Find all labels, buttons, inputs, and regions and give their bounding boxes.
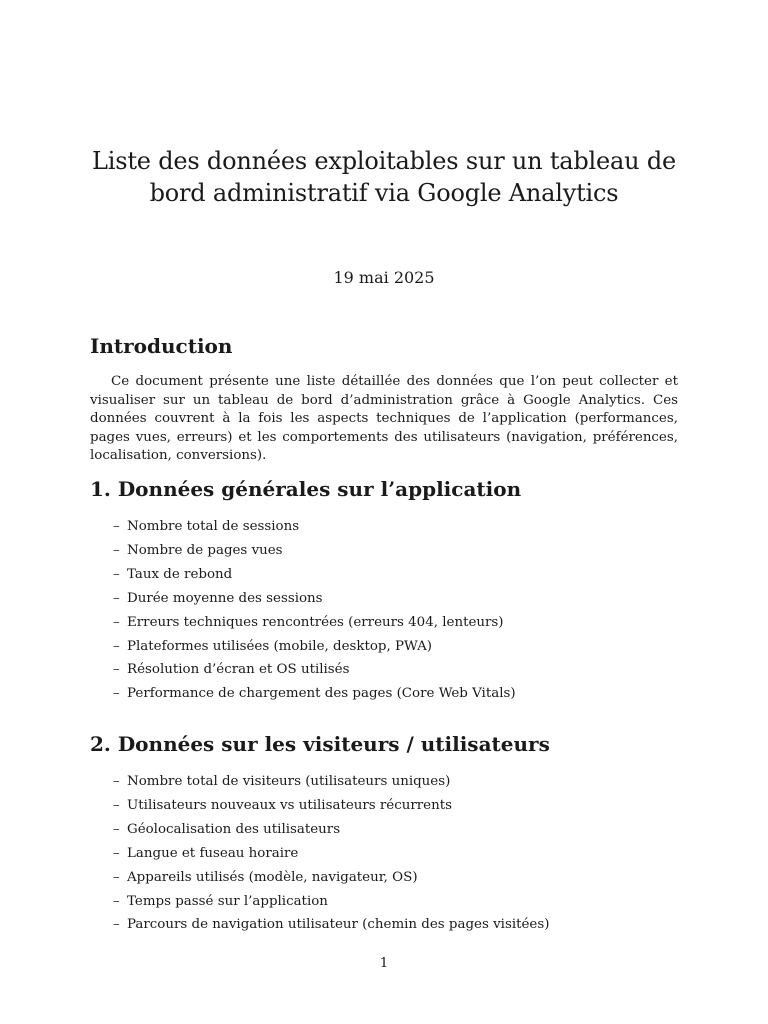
list-item xyxy=(113,658,673,682)
list-item-text: Utilisateurs nouveaux vs utilisateurs récurrents xyxy=(127,797,452,813)
dash-bullet: – xyxy=(113,566,120,582)
section-2-list xyxy=(113,770,673,937)
list-item xyxy=(113,563,673,587)
dash-bullet: – xyxy=(113,590,120,606)
list-item xyxy=(113,913,673,937)
page-number: 1 xyxy=(379,956,389,971)
section-1-list xyxy=(113,515,673,706)
list-item-text: Erreurs techniques rencontrées (erreurs 404, lenteurs) xyxy=(127,614,504,630)
list-item xyxy=(113,682,673,706)
list-item xyxy=(113,866,673,890)
section-1-heading: 1. Données générales sur l’application xyxy=(90,477,522,501)
dash-bullet: – xyxy=(113,519,120,534)
list-item-text: Langue et fuseau horaire xyxy=(127,845,299,861)
dash-bullet: – xyxy=(113,774,120,789)
dash-bullet: – xyxy=(113,542,120,558)
list-item xyxy=(113,611,673,635)
dash-bullet: – xyxy=(113,797,120,813)
list-item xyxy=(113,890,673,914)
list-item-text: Taux de rebond xyxy=(127,566,233,582)
list-item xyxy=(113,842,673,866)
dash-bullet: – xyxy=(113,893,120,909)
dash-bullet: – xyxy=(113,614,120,630)
list-item xyxy=(113,587,673,611)
list-item-text: Géolocalisation des utilisateurs xyxy=(127,821,341,837)
dash-bullet: – xyxy=(113,869,120,885)
list-item-text: Plateformes utilisées (mobile, desktop, PWA) xyxy=(127,638,433,654)
dash-bullet: – xyxy=(113,686,120,702)
dash-bullet: – xyxy=(113,845,120,861)
introduction-heading: Introduction xyxy=(90,334,233,358)
list-item xyxy=(113,515,673,539)
list-item-text: Parcours de navigation utilisateur (chemin des pages visitées) xyxy=(127,917,550,933)
dash-bullet: – xyxy=(113,917,120,933)
dash-bullet: – xyxy=(113,638,120,654)
list-item-text: Appareils utilisés (modèle, navigateur, OS) xyxy=(127,869,418,885)
list-item xyxy=(113,818,673,842)
section-2-heading: 2. Données sur les visiteurs / utilisateurs xyxy=(90,732,550,756)
list-item-text: Nombre total de sessions xyxy=(127,519,300,534)
list-item-text: Durée moyenne des sessions xyxy=(127,590,323,606)
list-item xyxy=(113,539,673,563)
list-item-text: Performance de chargement des pages (Core Web Vitals) xyxy=(127,686,516,702)
introduction-paragraph: Ce document présente une liste détaillée des données que l’on peut collecter et visualiser sur un tableau de bord d’administration grâce à Google Analytics. Ces données couvrent à la fois les aspects techniques de l’application (performances, pages vues, erreurs) et les comportements des utilisateurs (navigation, préférences, localisation, conversions). xyxy=(90,374,678,463)
dash-bullet: – xyxy=(113,821,120,837)
list-item-text: Nombre total de visiteurs (utilisateurs uniques) xyxy=(127,774,451,789)
list-item xyxy=(113,635,673,659)
dash-bullet: – xyxy=(113,662,120,678)
list-item-text: Résolution d’écran et OS utilisés xyxy=(127,662,350,678)
list-item-text: Nombre de pages vues xyxy=(127,542,283,558)
list-item xyxy=(113,794,673,818)
list-item-text: Temps passé sur l’application xyxy=(127,893,328,909)
document-date: 19 mai 2025 xyxy=(333,268,435,287)
document-title: Liste des données exploitables sur un tableau de bord administratif via Google Analytics xyxy=(91,147,676,207)
list-item xyxy=(113,770,673,794)
